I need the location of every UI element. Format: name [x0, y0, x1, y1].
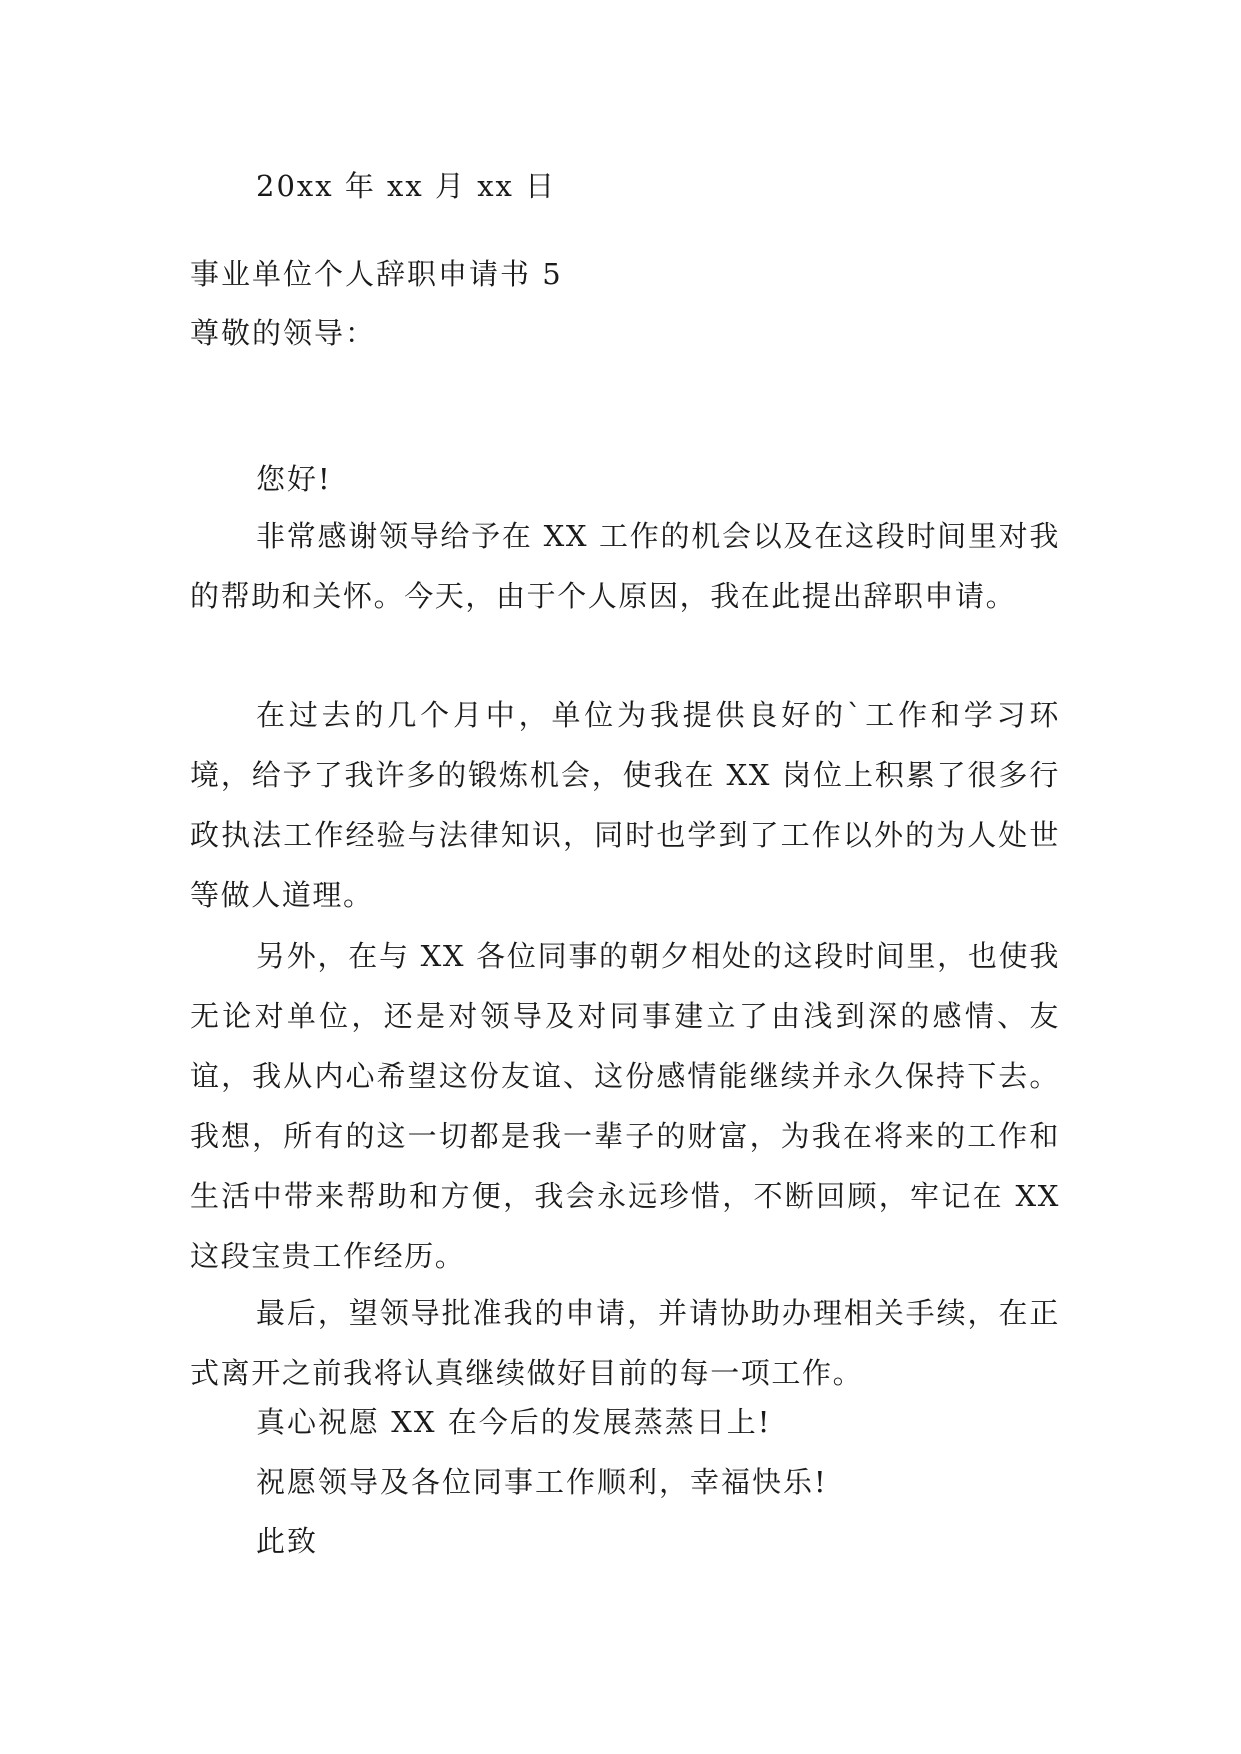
body-paragraph-2: 在过去的几个月中，单位为我提供良好的`工作和学习环境，给予了我许多的锻炼机会，使我在 XX 岗位上积累了很多行政执法工作经验与法律知识，同时也学到了工作以外的为人处世等做人道理。 [190, 698, 1060, 912]
wish-line-2: 祝愿领导及各位同事工作顺利，幸福快乐! [256, 1465, 828, 1499]
body-paragraph-4: 最后，望领导批准我的申请，并请协助办理相关手续，在正式离开之前我将认真继续做好目前的每一项工作。 [190, 1296, 1060, 1390]
closing-line: 此致 [256, 1524, 319, 1558]
greeting: 您好! [256, 462, 332, 496]
body-paragraph-1: 非常感谢领导给予在 XX 工作的机会以及在这段时间里对我的帮助和关怀。今天，由于个人原因，我在此提出辞职申请。 [190, 519, 1060, 613]
body-paragraph-3: 另外，在与 XX 各位同事的朝夕相处的这段时间里，也使我无论对单位，还是对领导及对同事建立了由浅到深的感情、友谊，我从内心希望这份友谊、这份感情能继续并永久保持下去。我想，所有的这一切都是我一辈子的财富，为我在将来的工作和生活中带来帮助和方便，我会永远珍惜，不断回顾，牢记在 XX 这段宝贵工作经历。 [190, 939, 1060, 1273]
document-title: 事业单位个人辞职申请书 5 [190, 257, 563, 291]
wish-line-1: 真心祝愿 XX 在今后的发展蒸蒸日上! [256, 1405, 772, 1439]
salutation: 尊敬的领导： [190, 316, 377, 350]
date-line: 20xx 年 xx 月 xx 日 [256, 169, 557, 203]
